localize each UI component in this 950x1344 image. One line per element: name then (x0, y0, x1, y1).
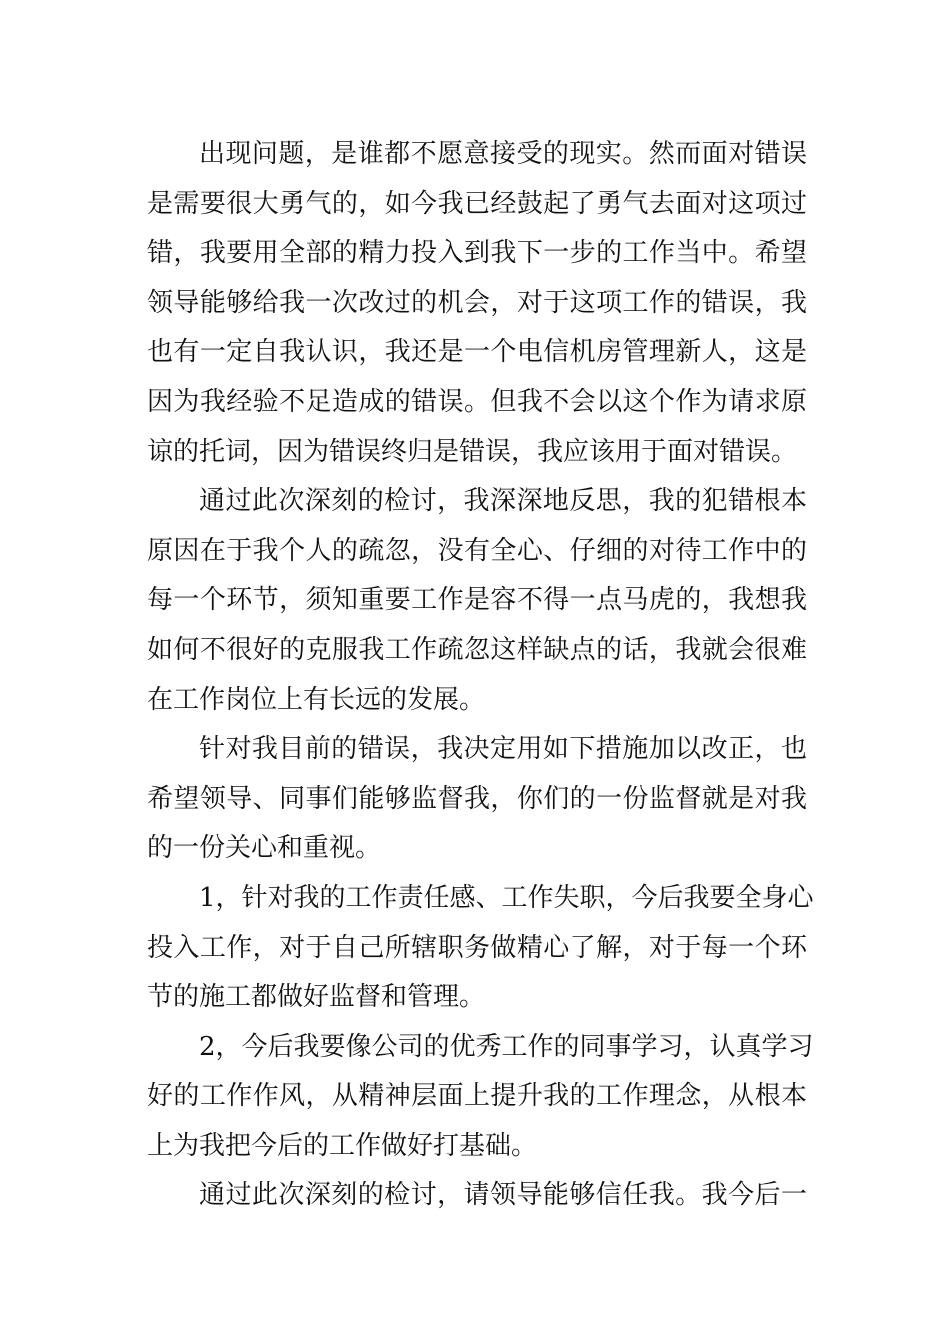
text-line: 每一个环节，须知重要工作是容不得一点马虎的，我想我 (147, 585, 807, 616)
text-line: 是需要很大勇气的，如今我已经鼓起了勇气去面对这项过 (147, 188, 807, 219)
text-line: 如何不很好的克服我工作疏忽这样缺点的话，我就会很难 (147, 634, 807, 665)
text-line: 的一份关心和重视。 (147, 833, 382, 864)
text-line: 出现问题，是谁都不愿意接受的现实。然而面对错误 (199, 139, 807, 169)
text-line: 投入工作，对于自己所辖职务做精心了解，对于每一个环 (147, 932, 807, 963)
text-line: 2，今后我要像公司的优秀工作的同事学习，认真学习 (199, 1031, 814, 1062)
text-line: 因为我经验不足造成的错误。但我不会以这个作为请求原 (147, 386, 807, 417)
text-line: 谅的托词，因为错误终归是错误，我应该用于面对错误。 (147, 436, 798, 467)
text-line: 原因在于我个人的疏忽，没有全心、仔细的对待工作中的 (147, 535, 807, 566)
text-line: 错，我要用全部的精力投入到我下一步的工作当中。希望 (147, 238, 807, 269)
text-line: 节的施工都做好监督和管理。 (147, 982, 486, 1013)
text-line: 上为我把今后的工作做好打基础。 (147, 1130, 538, 1161)
text-line: 在工作岗位上有长远的发展。 (147, 684, 486, 715)
text-line: 通过此次深刻的检讨，请领导能够信任我。我今后一 (199, 1180, 807, 1211)
text-line: 针对我目前的错误，我决定用如下措施加以改正，也 (199, 734, 807, 765)
body-text (147, 130, 814, 1221)
text-line: 希望领导、同事们能够监督我，你们的一份监督就是对我 (147, 783, 807, 814)
text-line: 通过此次深刻的检讨，我深深地反思，我的犯错根本 (199, 486, 807, 517)
text-line: 也有一定自我认识，我还是一个电信机房管理新人，这是 (147, 337, 807, 368)
text-line: 领导能够给我一次改过的机会，对于这项工作的错误，我 (147, 287, 807, 318)
text-line: 好的工作作风，从精神层面上提升我的工作理念，从根本 (147, 1081, 807, 1112)
text-line: 1，针对我的工作责任感、工作失职，今后我要全身心 (199, 882, 814, 913)
